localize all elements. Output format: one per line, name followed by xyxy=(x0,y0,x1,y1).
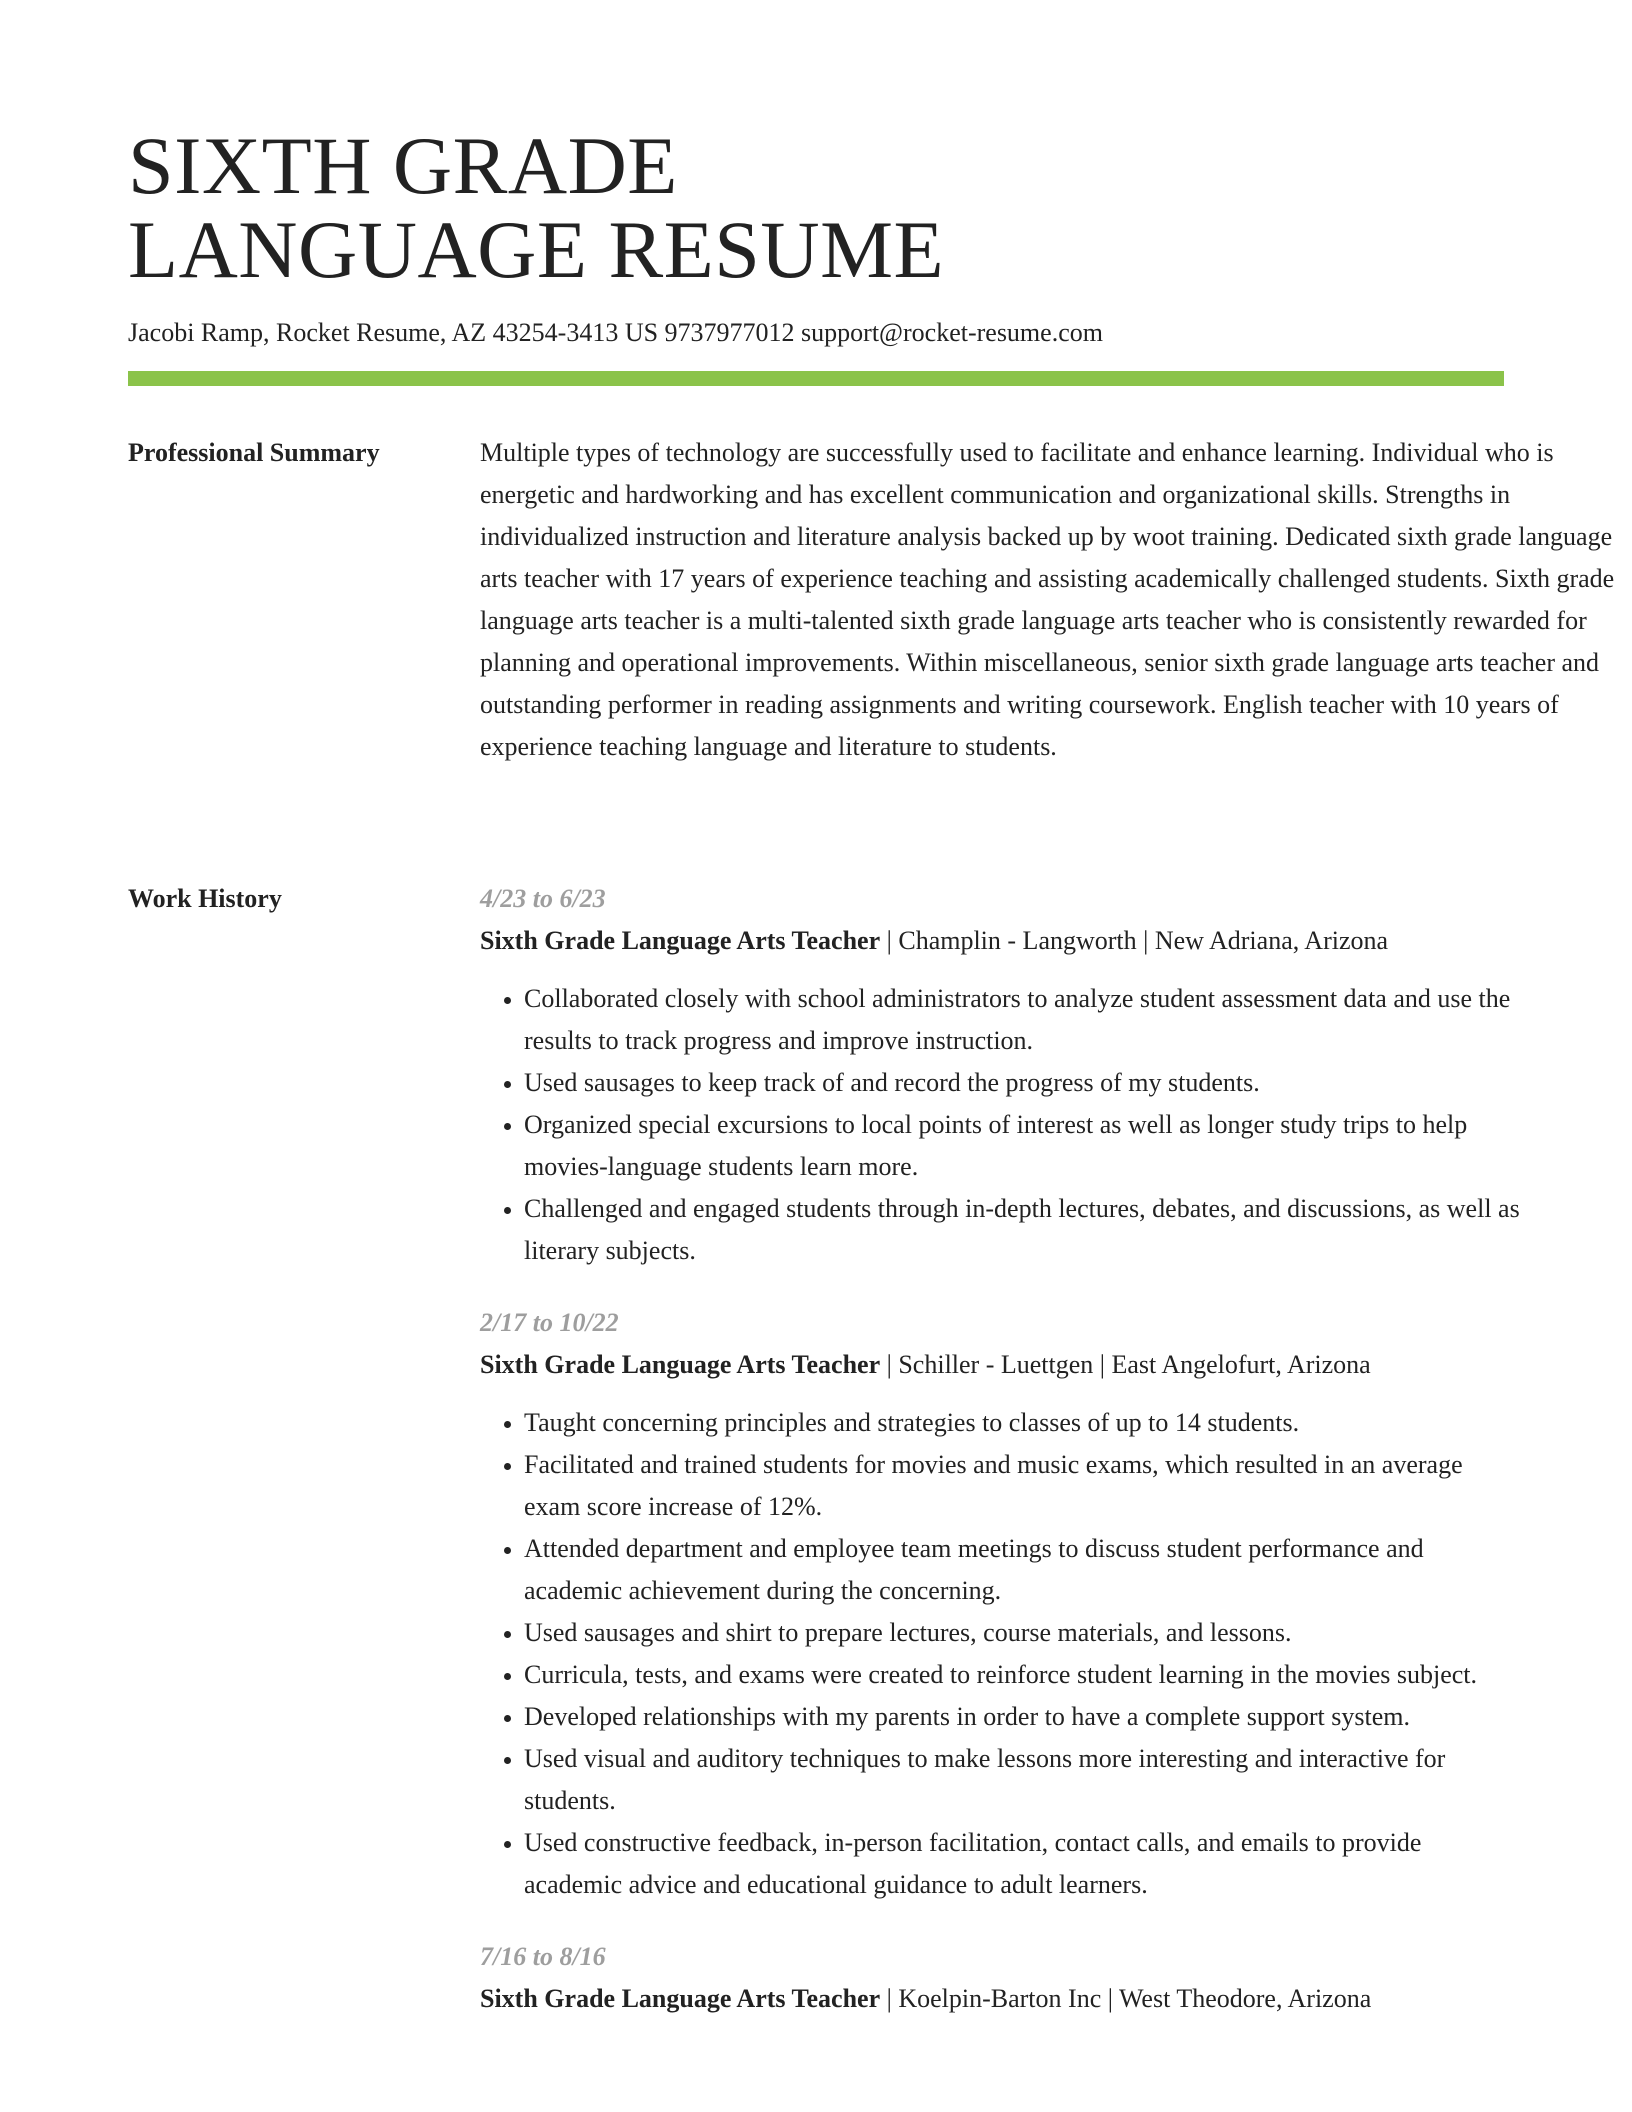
job-bullet: • Attended department and employee team meetings to discuss student performance and academic achievement during the concerning. xyxy=(524,1528,1524,1612)
resume-title xyxy=(128,120,945,295)
job-entry xyxy=(480,878,1624,1272)
job-bullet: • Facilitated and trained students for movies and music exams, which resulted in an average exam score increase of 12%. xyxy=(524,1444,1524,1528)
professional-summary-text: Multiple types of technology are successfully used to facilitate and enhance learning. Individual who is energetic and hardworking and has excellent communication and organizational skills. Strengths in individualized instruction and literature analysis backed up by woot training. Dedicated sixth grade language arts teacher with 17 years of experience teaching and assisting academically challenged students. Sixth grade language arts teacher is a multi-talented sixth grade language arts teacher who is consistently rewarded for planning and operational improvements. Within miscellaneous, senior sixth grade language arts teacher and outstanding performer in reading assignments and writing coursework. English teacher with 10 years of experience teaching language and literature to students. xyxy=(480,438,1615,761)
job-bullet: • Used sausages and shirt to prepare lectures, course materials, and lessons. xyxy=(524,1612,1524,1654)
job-title: Sixth Grade Language Arts Teacher xyxy=(480,1984,881,2013)
contact-info: Jacobi Ramp, Rocket Resume, AZ 43254-3413 US 9737977012 support@rocket-resume.com xyxy=(128,318,1103,347)
job-dates: 2/17 to 10/22 xyxy=(480,1308,619,1337)
accent-divider xyxy=(128,371,1504,386)
job-bullet-list xyxy=(480,1402,1524,1906)
job-bullet: • Challenged and engaged students through in-depth lectures, debates, and discussions, as well as literary subjects. xyxy=(524,1188,1524,1272)
work-history-body xyxy=(480,878,1624,2020)
job-entry xyxy=(480,1936,1624,2020)
job-heading xyxy=(480,1344,1624,1386)
job-employer-location: | Koelpin-Barton Inc | West Theodore, Arizona xyxy=(880,1984,1372,2013)
job-bullet: • Used constructive feedback, in-person facilitation, contact calls, and emails to provide academic advice and educational guidance to adult learners. xyxy=(524,1822,1524,1906)
section-label-work-history: Work History xyxy=(128,884,282,913)
job-dates: 7/16 to 8/16 xyxy=(480,1942,606,1971)
job-dates: 4/23 to 6/23 xyxy=(480,884,606,913)
resume-title-line1: SIXTH GRADE xyxy=(128,120,678,211)
job-bullet: • Taught concerning principles and strategies to classes of up to 14 students. xyxy=(524,1402,1524,1444)
job-bullet: • Used visual and auditory techniques to make lessons more interesting and interactive for students. xyxy=(524,1738,1524,1822)
job-bullet: • Curricula, tests, and exams were created to reinforce student learning in the movies subject. xyxy=(524,1654,1524,1696)
job-employer-location: | Champlin - Langworth | New Adriana, Arizona xyxy=(880,926,1389,955)
job-heading xyxy=(480,920,1624,962)
job-title: Sixth Grade Language Arts Teacher xyxy=(480,1350,881,1379)
job-bullet: • Collaborated closely with school administrators to analyze student assessment data and use the results to track progress and improve instruction. xyxy=(524,978,1524,1062)
job-bullet: • Developed relationships with my parents in order to have a complete support system. xyxy=(524,1696,1524,1738)
job-bullet: • Organized special excursions to local points of interest as well as longer study trips to help movies-language students learn more. xyxy=(524,1104,1524,1188)
job-title: Sixth Grade Language Arts Teacher xyxy=(480,926,881,955)
job-employer-location: | Schiller - Luettgen | East Angelofurt, Arizona xyxy=(880,1350,1371,1379)
section-label-professional-summary: Professional Summary xyxy=(128,438,380,467)
job-heading xyxy=(480,1978,1624,2020)
resume-title-line2: LANGUAGE RESUME xyxy=(128,204,945,295)
job-bullet-list xyxy=(480,978,1524,1272)
professional-summary-body xyxy=(480,432,1624,768)
job-entry xyxy=(480,1302,1624,1906)
job-bullet: • Used sausages to keep track of and record the progress of my students. xyxy=(524,1062,1524,1104)
